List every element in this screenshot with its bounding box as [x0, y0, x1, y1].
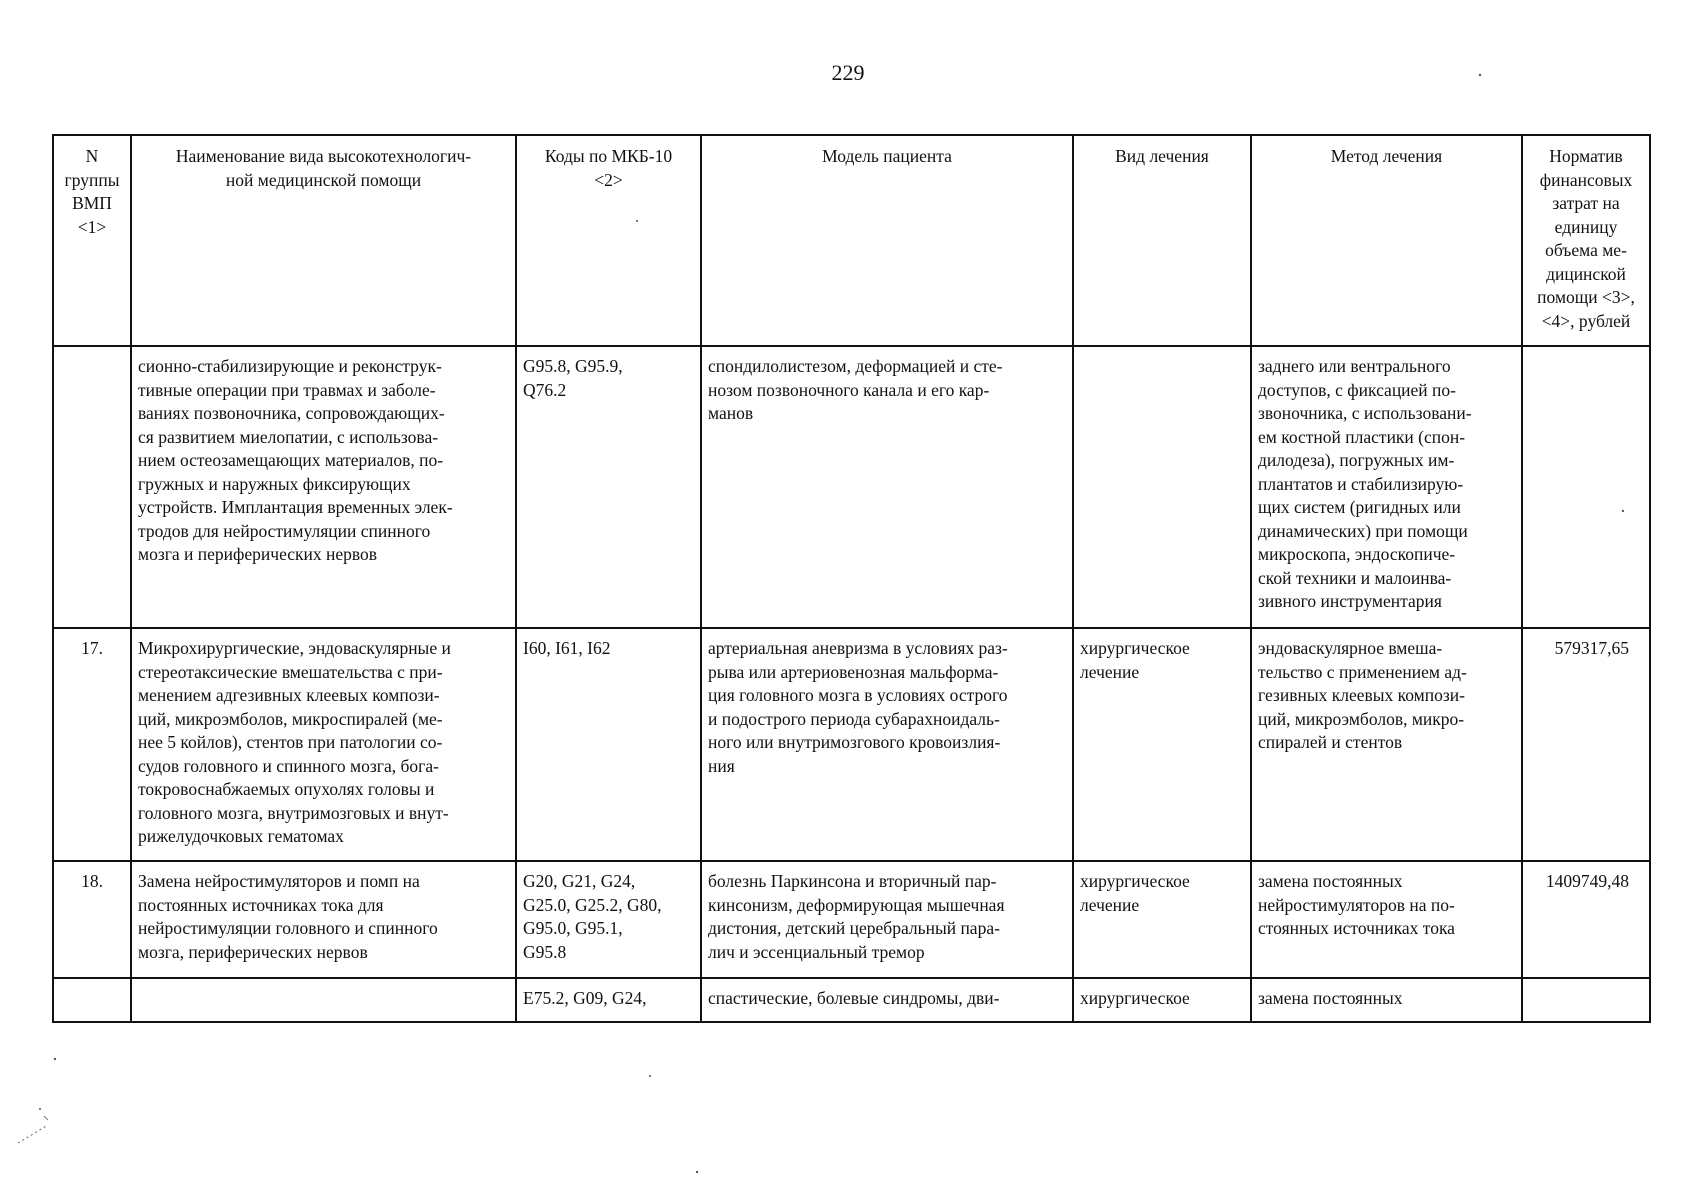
cell-cost-standard: 1409749,48: [1522, 861, 1650, 978]
cell-treatment-method: замена постоянных: [1251, 978, 1522, 1022]
cell-care-type-name: сионно-стабилизирующие и реконструк- тивные операции при травмах и заболе- ваниях позвоночника, сопровождающих- ся развитием миелопатии, с использова- нием остеозамещающих материалов, по- гружных и наружных фиксирующих устройств. Имплантация временных элек- тродов для нейростимуляции спинного мозга и периферических нервов: [131, 346, 516, 628]
cell-patient-model: спастические, болевые синдромы, дви-: [701, 978, 1073, 1022]
header-group-number: N группы ВМП <1>: [53, 135, 131, 346]
header-care-type-name: Наименование вида высокотехнологич- ной медицинской помощи: [131, 135, 516, 346]
cell-group-number: 18.: [53, 861, 131, 978]
cell-cost-standard: 579317,65: [1522, 628, 1650, 861]
page-number: 229: [831, 60, 865, 85]
header-cost-standard: Норматив финансовых затрат на единицу объема ме- дицинской помощи <3>, <4>, рублей: [1522, 135, 1650, 346]
cell-treatment-type: хирургическое лечение: [1073, 628, 1251, 861]
cell-group-number: [53, 978, 131, 1022]
cell-icd10-codes: E75.2, G09, G24,: [516, 978, 701, 1022]
cell-treatment-type: хирургическое: [1073, 978, 1251, 1022]
cell-icd10-codes: G95.8, G95.9, Q76.2: [516, 346, 701, 628]
cell-patient-model: артериальная аневризма в условиях раз- рыва или артериовенозная мальформа- ция головного мозга в условиях острого и подострого периода субарахноидаль- ного или внутримозгового кровоизлия- ния: [701, 628, 1073, 861]
cell-treatment-method: заднего или вентрального доступов, с фиксацией по- звоночника, с использовани- ем костной пластики (спон- дилодеза), погружных им- плантатов и стабилизирую- щих систем (ригидных или динамических) при помощи микроскопа, эндоскопиче- ской техники и малоинва- зивного инструментария: [1251, 346, 1522, 628]
cell-group-number: [53, 346, 131, 628]
cell-treatment-type: хирургическое лечение: [1073, 861, 1251, 978]
header-treatment-method: Метод лечения: [1251, 135, 1522, 346]
cell-patient-model: спондилолистезом, деформацией и сте- нозом позвоночного канала и его кар- манов: [701, 346, 1073, 628]
table-row: [53, 861, 1650, 978]
cell-icd10-codes: I60, I61, I62: [516, 628, 701, 861]
table-row: [53, 346, 1650, 628]
cell-treatment-type: [1073, 346, 1251, 628]
cell-icd10-codes: G20, G21, G24, G25.0, G25.2, G80, G95.0, G95.1, G95.8: [516, 861, 701, 978]
table-header-row: [53, 135, 1650, 346]
header-patient-model: Модель пациента: [701, 135, 1073, 346]
cell-treatment-method: замена постоянных нейростимуляторов на по- стоянных источниках тока: [1251, 861, 1522, 978]
table-row: [53, 628, 1650, 861]
table-row: [53, 978, 1650, 1022]
cell-care-type-name: [131, 978, 516, 1022]
cell-care-type-name: Микрохирургические, эндоваскулярные и стереотаксические вмешательства с при- менением адгезивных клеевых компози- ций, микроэмболов, микроспиралей (ме- нее 5 койлов), стентов при патологии со- судов головного и спинного мозга, бога- токровоснабжаемых опухолях головы и головного мозга, внутримозговых и внут- рижелудочковых гематомах: [131, 628, 516, 861]
cell-cost-standard: [1522, 346, 1650, 628]
cell-patient-model: болезнь Паркинсона и вторичный пар- кинсонизм, деформирующая мышечная дистония, детский церебральный пара- лич и эссенциальный тремор: [701, 861, 1073, 978]
vmp-table: [52, 134, 1651, 1023]
cell-treatment-method: эндоваскулярное вмеша- тельство с применением ад- гезивных клеевых компози- ций, микроэмболов, микро- спиралей и стентов: [1251, 628, 1522, 861]
cell-cost-standard: [1522, 978, 1650, 1022]
header-icd10-codes: Коды по МКБ-10 <2>: [516, 135, 701, 346]
cell-group-number: 17.: [53, 628, 131, 861]
cell-care-type-name: Замена нейростимуляторов и помп на постоянных источниках тока для нейростимуляции головного и спинного мозга, периферических нервов: [131, 861, 516, 978]
header-treatment-type: Вид лечения: [1073, 135, 1251, 346]
